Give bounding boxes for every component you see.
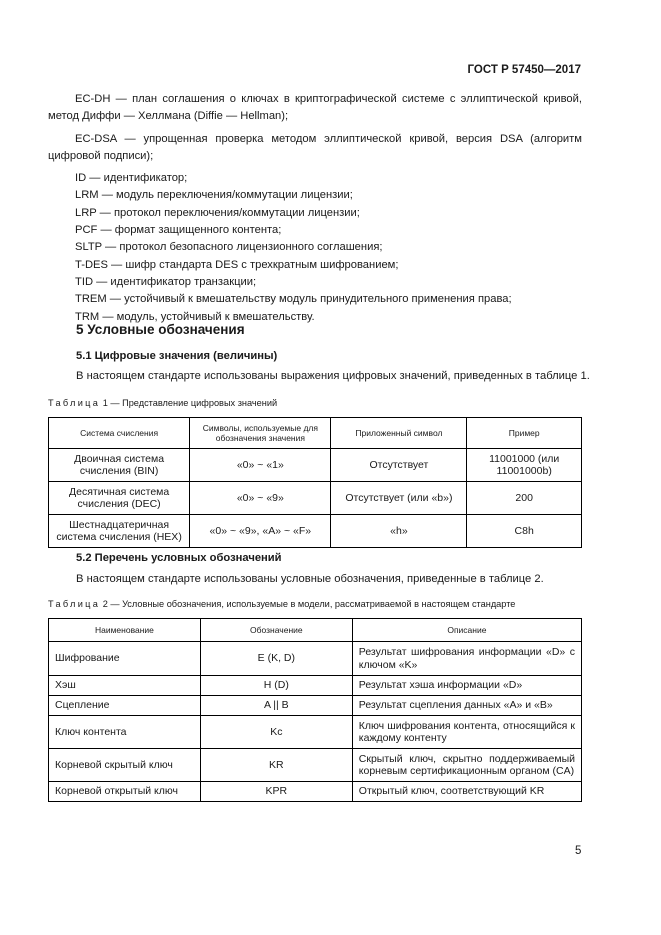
table-caption-text: 2 — Условные обозначения, используемые в модели, рассматриваемой в настоящем стандарте — [102, 599, 516, 609]
table-cell: 11001000 (или 11001000b) — [467, 449, 582, 482]
table-cell: Сцепление — [49, 696, 201, 716]
table-cell: KR — [200, 749, 352, 782]
table-cell: Ключ контента — [49, 716, 201, 749]
definition-item: ID — идентификатор; — [75, 172, 188, 185]
table-cell: Результат шифрования информации «D» с ключом «K» — [352, 642, 581, 676]
table-cell: Корневой открытый ключ — [49, 782, 201, 802]
table-row — [49, 642, 582, 676]
table-cell: «0» ~ «9», «A» ~ «F» — [190, 515, 331, 548]
table-caption — [48, 599, 515, 609]
table-cell: E (K, D) — [200, 642, 352, 676]
table-cell: KPR — [200, 782, 352, 802]
paragraph: В настоящем стандарте использованы выражения цифровых значений, приведенных в таблице 1. — [76, 370, 590, 382]
table-cell: Шифрование — [49, 642, 201, 676]
table-numeric-values — [48, 417, 582, 548]
table-cell: Десятичная система счисления (DEC) — [49, 482, 190, 515]
table-row — [49, 716, 582, 749]
table-cell: «h» — [331, 515, 467, 548]
table-cell: Kc — [200, 716, 352, 749]
table-caption-prefix: Таблица — [48, 599, 101, 609]
table-row — [49, 515, 582, 548]
table-cell: Шестнадцатеричная система счисления (HEX) — [49, 515, 190, 548]
column-header: Обозначение — [200, 619, 352, 642]
section-heading: 5 Условные обозначения — [76, 322, 245, 337]
definition-item: PCF — формат защищенного контента; — [75, 224, 282, 237]
table-cell: Результат сцепления данных «A» и «B» — [352, 696, 581, 716]
page-number: 5 — [575, 845, 582, 857]
definition-item: EC-DH — план соглашения о ключах в криптографической системе с эллиптической кривой, метод Диффи — Хеллмана (Diffie — Hellman); — [48, 93, 582, 123]
table-row — [49, 449, 582, 482]
table-row — [49, 749, 582, 782]
table-row — [49, 696, 582, 716]
table-cell: A || B — [200, 696, 352, 716]
table-cell: 200 — [467, 482, 582, 515]
definition-item: TREM — устойчивый к вмешательству модуль принудительного применения права; — [75, 293, 512, 306]
table-cell: «0» ~ «9» — [190, 482, 331, 515]
column-header: Приложенный символ — [331, 418, 467, 449]
table-header-row — [49, 418, 582, 449]
table-cell: H (D) — [200, 676, 352, 696]
definition-item: T-DES — шифр стандарта DES с трехкратным шифрованием; — [75, 258, 399, 271]
column-header: Система счисления — [49, 418, 190, 449]
table-cell: C8h — [467, 515, 582, 548]
table-caption-prefix: Таблица — [48, 398, 101, 408]
table-cell: Корневой скрытый ключ — [49, 749, 201, 782]
definition-item: SLTP — протокол безопасного лицензионного соглашения; — [75, 241, 383, 254]
table-cell: Открытый ключ, соответствующий KR — [352, 782, 581, 802]
column-header: Символы, используемые для обозначения значения — [190, 418, 331, 449]
column-header: Наименование — [49, 619, 201, 642]
table-header-row — [49, 619, 582, 642]
subsection-heading: 5.1 Цифровые значения (величины) — [76, 350, 278, 362]
table-caption — [48, 398, 277, 408]
table-cell: «0» ~ «1» — [190, 449, 331, 482]
table-symbols — [48, 618, 582, 802]
definition-item: TID — идентификатор транзакции; — [75, 275, 257, 288]
table-row — [49, 782, 582, 802]
definition-item: EC-DSA — упрощенная проверка методом эллиптической кривой, версия DSA (алгоритм цифровой подписи); — [48, 132, 582, 162]
definition-item: LRM — модуль переключения/коммутации лицензии; — [75, 189, 353, 202]
column-header: Описание — [352, 619, 581, 642]
table-cell: Хэш — [49, 676, 201, 696]
table-row — [49, 482, 582, 515]
table-caption-text: 1 — Представление цифровых значений — [102, 398, 278, 408]
table-cell: Двоичная система счисления (BIN) — [49, 449, 190, 482]
definitions-list — [48, 91, 582, 326]
table-cell: Ключ шифрования контента, относящийся к каждому контенту — [352, 716, 581, 749]
table-row — [49, 676, 582, 696]
definition-item: TRM — модуль, устойчивый к вмешательству. — [75, 310, 315, 323]
subsection-heading: 5.2 Перечень условных обозначений — [76, 552, 282, 564]
table-cell: Результат хэша информации «D» — [352, 676, 581, 696]
paragraph: В настоящем стандарте использованы условные обозначения, приведенные в таблице 2. — [76, 573, 544, 585]
table-cell: Отсутствует — [331, 449, 467, 482]
column-header: Пример — [467, 418, 582, 449]
document-id: ГОСТ Р 57450—2017 — [467, 64, 581, 76]
definition-item: LRP — протокол переключения/коммутации лицензии; — [75, 206, 360, 219]
table-cell: Скрытый ключ, скрытно поддерживаемый корневым сертификационным органом (CA) — [352, 749, 581, 782]
table-cell: Отсутствует (или «b») — [331, 482, 467, 515]
